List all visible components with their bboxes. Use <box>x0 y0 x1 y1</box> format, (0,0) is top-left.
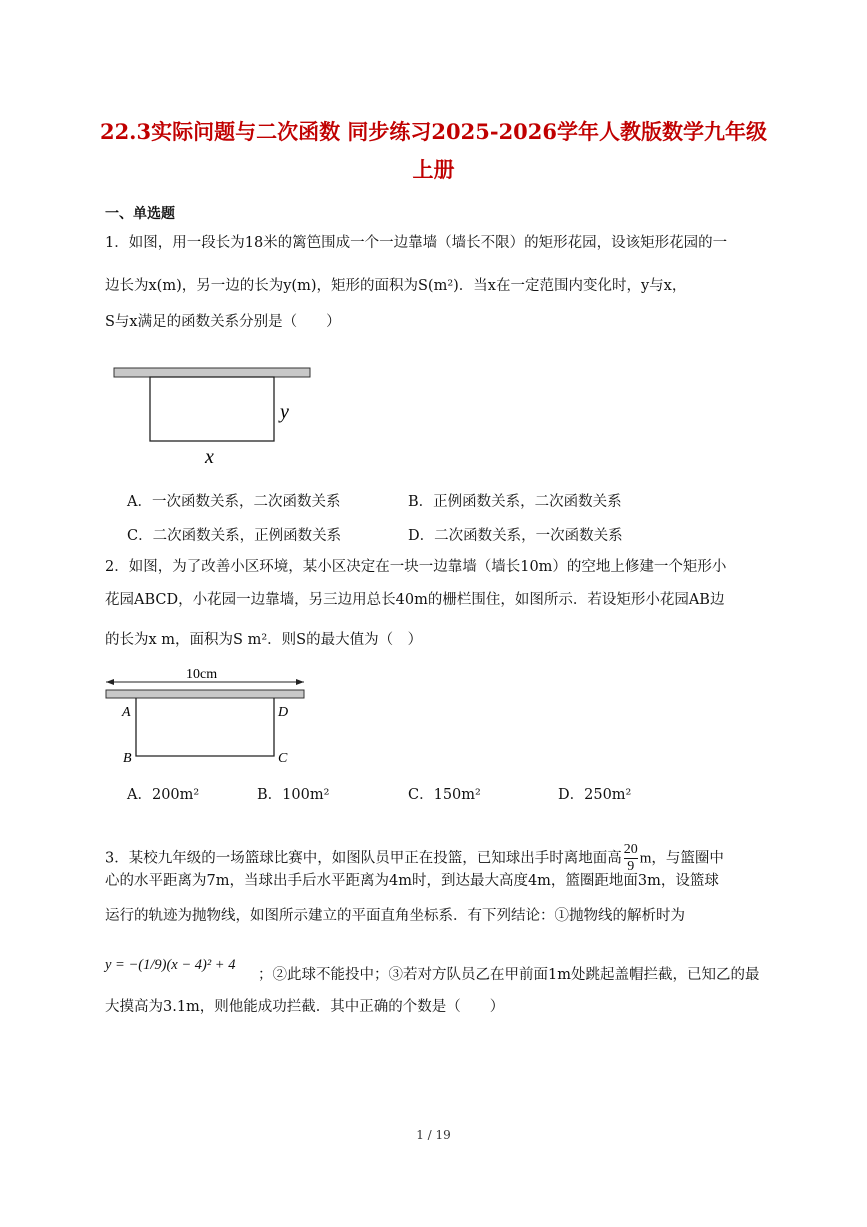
q3-text-line5: 大摸高为3.1m，则他能成功拦截．其中正确的个数是（ ） <box>105 999 505 1015</box>
q3-fraction-numerator: 20 <box>623 842 638 857</box>
q2-figure <box>100 662 315 772</box>
q1-label-y: y <box>280 401 289 423</box>
q3-fraction-unit: m <box>639 850 652 867</box>
q3-line1-part-a: 3．某校九年级的一场篮球比赛中，如图队员甲正在投篮，已知球出手时离地面高 <box>105 850 622 867</box>
q1-text-line1: 1．如图，用一段长为18米的篱笆围成一个一边靠墙（墙长不限）的矩形花园，设该矩形花园的一 <box>105 235 728 251</box>
section-heading: 一、单选题 <box>105 206 175 222</box>
q1-label-x: x <box>205 446 214 468</box>
q3-line1-part-b: ，与篮圈中 <box>651 850 724 867</box>
document-title-line2: 上册 <box>412 157 455 182</box>
q1-wall <box>114 368 310 377</box>
q3-fraction-denominator: 9 <box>627 859 635 874</box>
q3-text-line4: ；②此球不能投中；③若对方队员乙在甲前面1m处跳起盖帽拦截，已知乙的最 <box>258 967 760 983</box>
q1-figure <box>108 362 318 472</box>
q2-label-a: A <box>122 705 131 720</box>
q2-wall <box>106 690 304 698</box>
q3-text-line2: 心的水平距离为7m，当球出手后水平距离为4m时，到达最大高度4m，篮圈距地面3m，设篮球 <box>105 873 719 889</box>
q2-fence <box>136 698 274 756</box>
q2-option-c[interactable]: C．150m² <box>408 787 481 803</box>
q1-text-line2: 边长为x(m)，另一边的长为y(m)，矩形的面积为S(m²)．当x在一定范围内变化时，y与x， <box>105 278 687 294</box>
page-number: 1 / 19 <box>416 1128 451 1142</box>
q1-option-c[interactable]: C．二次函数关系，正例函数关系 <box>127 528 342 544</box>
q2-label-b: B <box>123 751 132 766</box>
q2-label-d: D <box>278 705 289 720</box>
q2-option-d[interactable]: D．250m² <box>558 787 632 803</box>
q2-label-c: C <box>278 751 288 766</box>
q2-text-line3: 的长为x m，面积为S m²．则S的最大值为（ ） <box>105 632 423 648</box>
q1-option-b[interactable]: B．正例函数关系，二次函数关系 <box>408 494 622 510</box>
q3-formula: y = −(1/9)(x − 4)² + 4 <box>105 957 236 973</box>
q2-option-a[interactable]: A．200m² <box>127 787 200 803</box>
q1-rectangle <box>150 377 274 441</box>
document-title-line1: 22.3实际问题与二次函数 同步练习2025-2026学年人教版数学九年级 <box>99 119 768 144</box>
q2-wall-label: 10cm <box>186 667 218 682</box>
q1-text-line3: S与x满足的函数关系分别是（ ） <box>105 314 341 330</box>
q3-text-line3: 运行的轨迹为抛物线，如图所示建立的平面直角坐标系．有下列结论：①抛物线的解析时为 <box>105 908 685 924</box>
q2-arrow-right <box>296 679 304 685</box>
q1-option-a[interactable]: A．一次函数关系，二次函数关系 <box>127 494 341 510</box>
q2-text-line1: 2．如图，为了改善小区环境，某小区决定在一块一边靠墙（墙长10m）的空地上修建一个矩形小 <box>105 559 727 575</box>
q1-option-d[interactable]: D．二次函数关系，一次函数关系 <box>408 528 623 544</box>
q2-text-line2: 花园ABCD，小花园一边靠墙，另三边用总长40m的栅栏围住，如图所示．若设矩形小花园AB边 <box>105 592 725 608</box>
q2-arrow-left <box>106 679 114 685</box>
q2-option-b[interactable]: B．100m² <box>257 787 330 803</box>
